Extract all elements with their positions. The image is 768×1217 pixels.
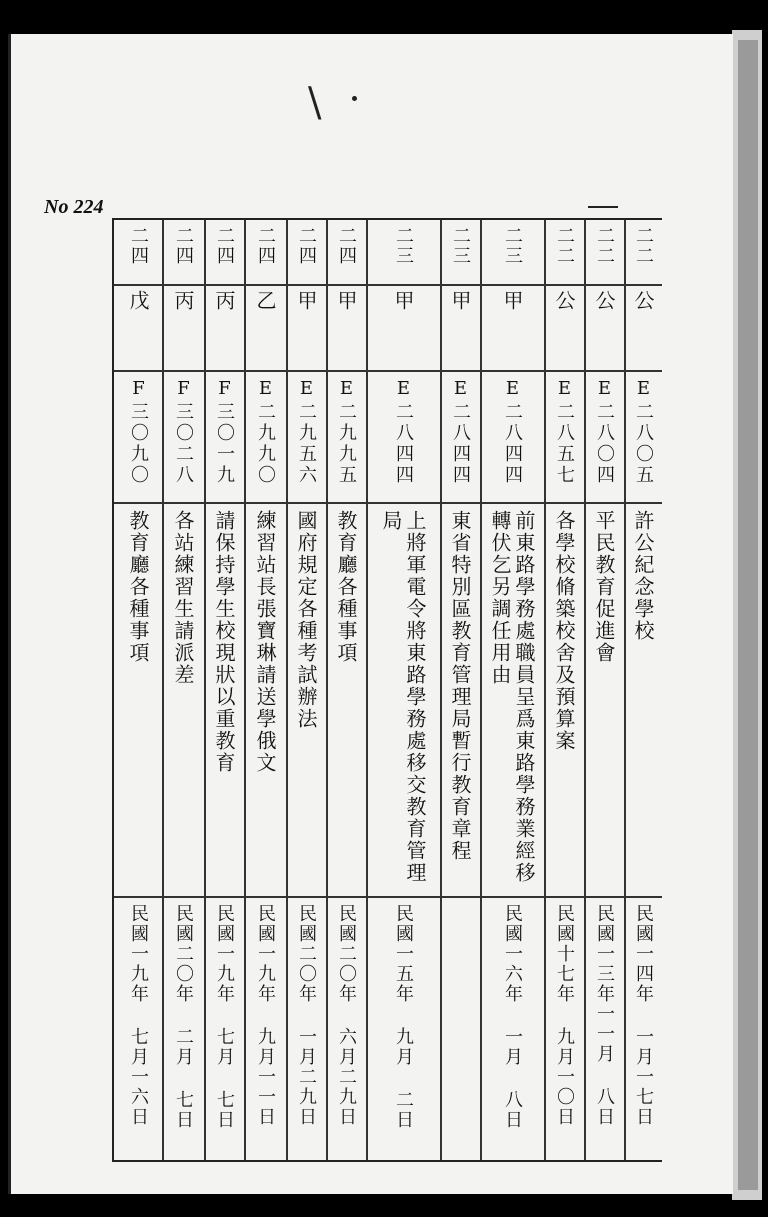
- subject-line: 各站練習生請派差: [171, 510, 195, 686]
- file-code: E二九九五: [336, 378, 357, 486]
- subject-line: 上將軍電令將東路學務處移交教育管理: [403, 510, 427, 884]
- category-mark: 甲: [391, 290, 415, 312]
- subject-line: 國府規定各種考試辦法: [294, 510, 318, 730]
- subject-line: 平民教育促進會: [592, 510, 616, 664]
- ledger-row: [440, 220, 480, 1160]
- category-mark: 甲: [448, 290, 472, 312]
- subject-text: [490, 510, 534, 892]
- subject-text: [594, 510, 614, 892]
- box-number: 二四: [296, 226, 317, 266]
- box-number: 二三: [502, 226, 523, 266]
- subject-line: 教育廳各種事項: [126, 510, 150, 664]
- subject-line: 許公紀念學校: [631, 510, 655, 642]
- ledger-table: [112, 218, 662, 1162]
- document-number: No 224: [44, 196, 104, 218]
- file-code: E二八〇四: [594, 378, 615, 486]
- file-code: E二九五六: [296, 378, 317, 486]
- date-text: 民國二〇年 二月 七日: [173, 904, 194, 1130]
- ledger-row: [244, 220, 286, 1160]
- ledger-row: [326, 220, 366, 1160]
- subject-line: 練習站長張寶琳請送學俄文: [253, 510, 277, 774]
- box-number: 二四: [173, 226, 194, 266]
- header-rule: [588, 206, 618, 208]
- subject-line: 請保持學生校現狀以重教育: [212, 510, 236, 774]
- subject-text: [214, 510, 234, 892]
- file-code: E二八四四: [502, 378, 523, 486]
- subject-text: [450, 510, 470, 892]
- category-mark: 甲: [500, 290, 524, 312]
- subject-text: [296, 510, 316, 892]
- date-text: 民國一九年 七月一六日: [128, 904, 149, 1127]
- box-number: 二四: [128, 226, 149, 266]
- date-text: 民國二〇年 一月二九日: [296, 904, 317, 1127]
- ledger-row: [584, 220, 624, 1160]
- date-text: 民國一四年 一月一七日: [633, 904, 654, 1127]
- subject-text: [173, 510, 193, 892]
- file-code: E二八〇五: [633, 378, 654, 486]
- ledger-row: [286, 220, 326, 1160]
- subject-text: [381, 510, 425, 892]
- file-code: F三〇一九: [214, 378, 235, 486]
- subject-text: [128, 510, 148, 892]
- subject-text: [633, 510, 653, 892]
- subject-line: 局: [379, 510, 403, 532]
- subject-line: 前東路學務處職員呈爲東路學務業經移: [512, 510, 536, 884]
- category-mark: 甲: [294, 290, 318, 312]
- category-mark: 戊: [126, 290, 150, 312]
- subject-line: 轉伏乞另調任用由: [488, 510, 512, 686]
- category-mark: 丙: [171, 290, 195, 312]
- box-number: 二二: [554, 226, 575, 266]
- box-number: 二四: [214, 226, 235, 266]
- ledger-row: [162, 220, 204, 1160]
- subject-line: 各學校脩築校舍及預算案: [552, 510, 576, 752]
- file-code: E二八五七: [554, 378, 575, 486]
- file-code: F三〇二八: [173, 378, 194, 486]
- date-text: 民國一五年 九月 二日: [393, 904, 414, 1130]
- ledger-row: [366, 220, 440, 1160]
- date-text: 民國十七年 九月一〇日: [554, 904, 575, 1127]
- ledger-row: [624, 220, 662, 1160]
- category-mark: 公: [552, 290, 576, 312]
- subject-text: [255, 510, 275, 892]
- margin-mark: \: [308, 80, 322, 126]
- file-code: E二八四四: [450, 378, 471, 486]
- date-text: 民國二〇年 六月二九日: [336, 904, 357, 1127]
- subject-text: [336, 510, 356, 892]
- subject-line: 東省特別區教育管理局暫行教育章程: [448, 510, 472, 862]
- subject-line: 教育廳各種事項: [334, 510, 358, 664]
- file-code: F三〇九〇: [128, 378, 149, 486]
- date-text: 民國一六年 一月 八日: [502, 904, 523, 1130]
- ink-dot: [352, 96, 357, 101]
- date-text: 民國一九年 七月 七日: [214, 904, 235, 1130]
- box-number: 二四: [255, 226, 276, 266]
- ledger-row: [114, 220, 162, 1160]
- file-code: E二八四四: [393, 378, 414, 486]
- category-mark: 甲: [334, 290, 358, 312]
- category-mark: 乙: [253, 290, 277, 312]
- box-number: 二四: [336, 226, 357, 266]
- category-mark: 公: [592, 290, 616, 312]
- date-text: 民國一九年 九月一一日: [255, 904, 276, 1127]
- box-number: 二三: [450, 226, 471, 266]
- category-mark: 丙: [212, 290, 236, 312]
- ledger-row: [204, 220, 244, 1160]
- box-number: 二二: [594, 226, 615, 266]
- box-number: 二三: [393, 226, 414, 266]
- category-mark: 公: [631, 290, 655, 312]
- box-number: 二二: [633, 226, 654, 266]
- file-code: E二九九〇: [255, 378, 276, 486]
- subject-text: [554, 510, 574, 892]
- ledger-row: [544, 220, 584, 1160]
- page-edge-shadow: [738, 40, 758, 1190]
- date-text: 民國一三年一一月 八日: [594, 904, 615, 1127]
- ledger-row: [480, 220, 544, 1160]
